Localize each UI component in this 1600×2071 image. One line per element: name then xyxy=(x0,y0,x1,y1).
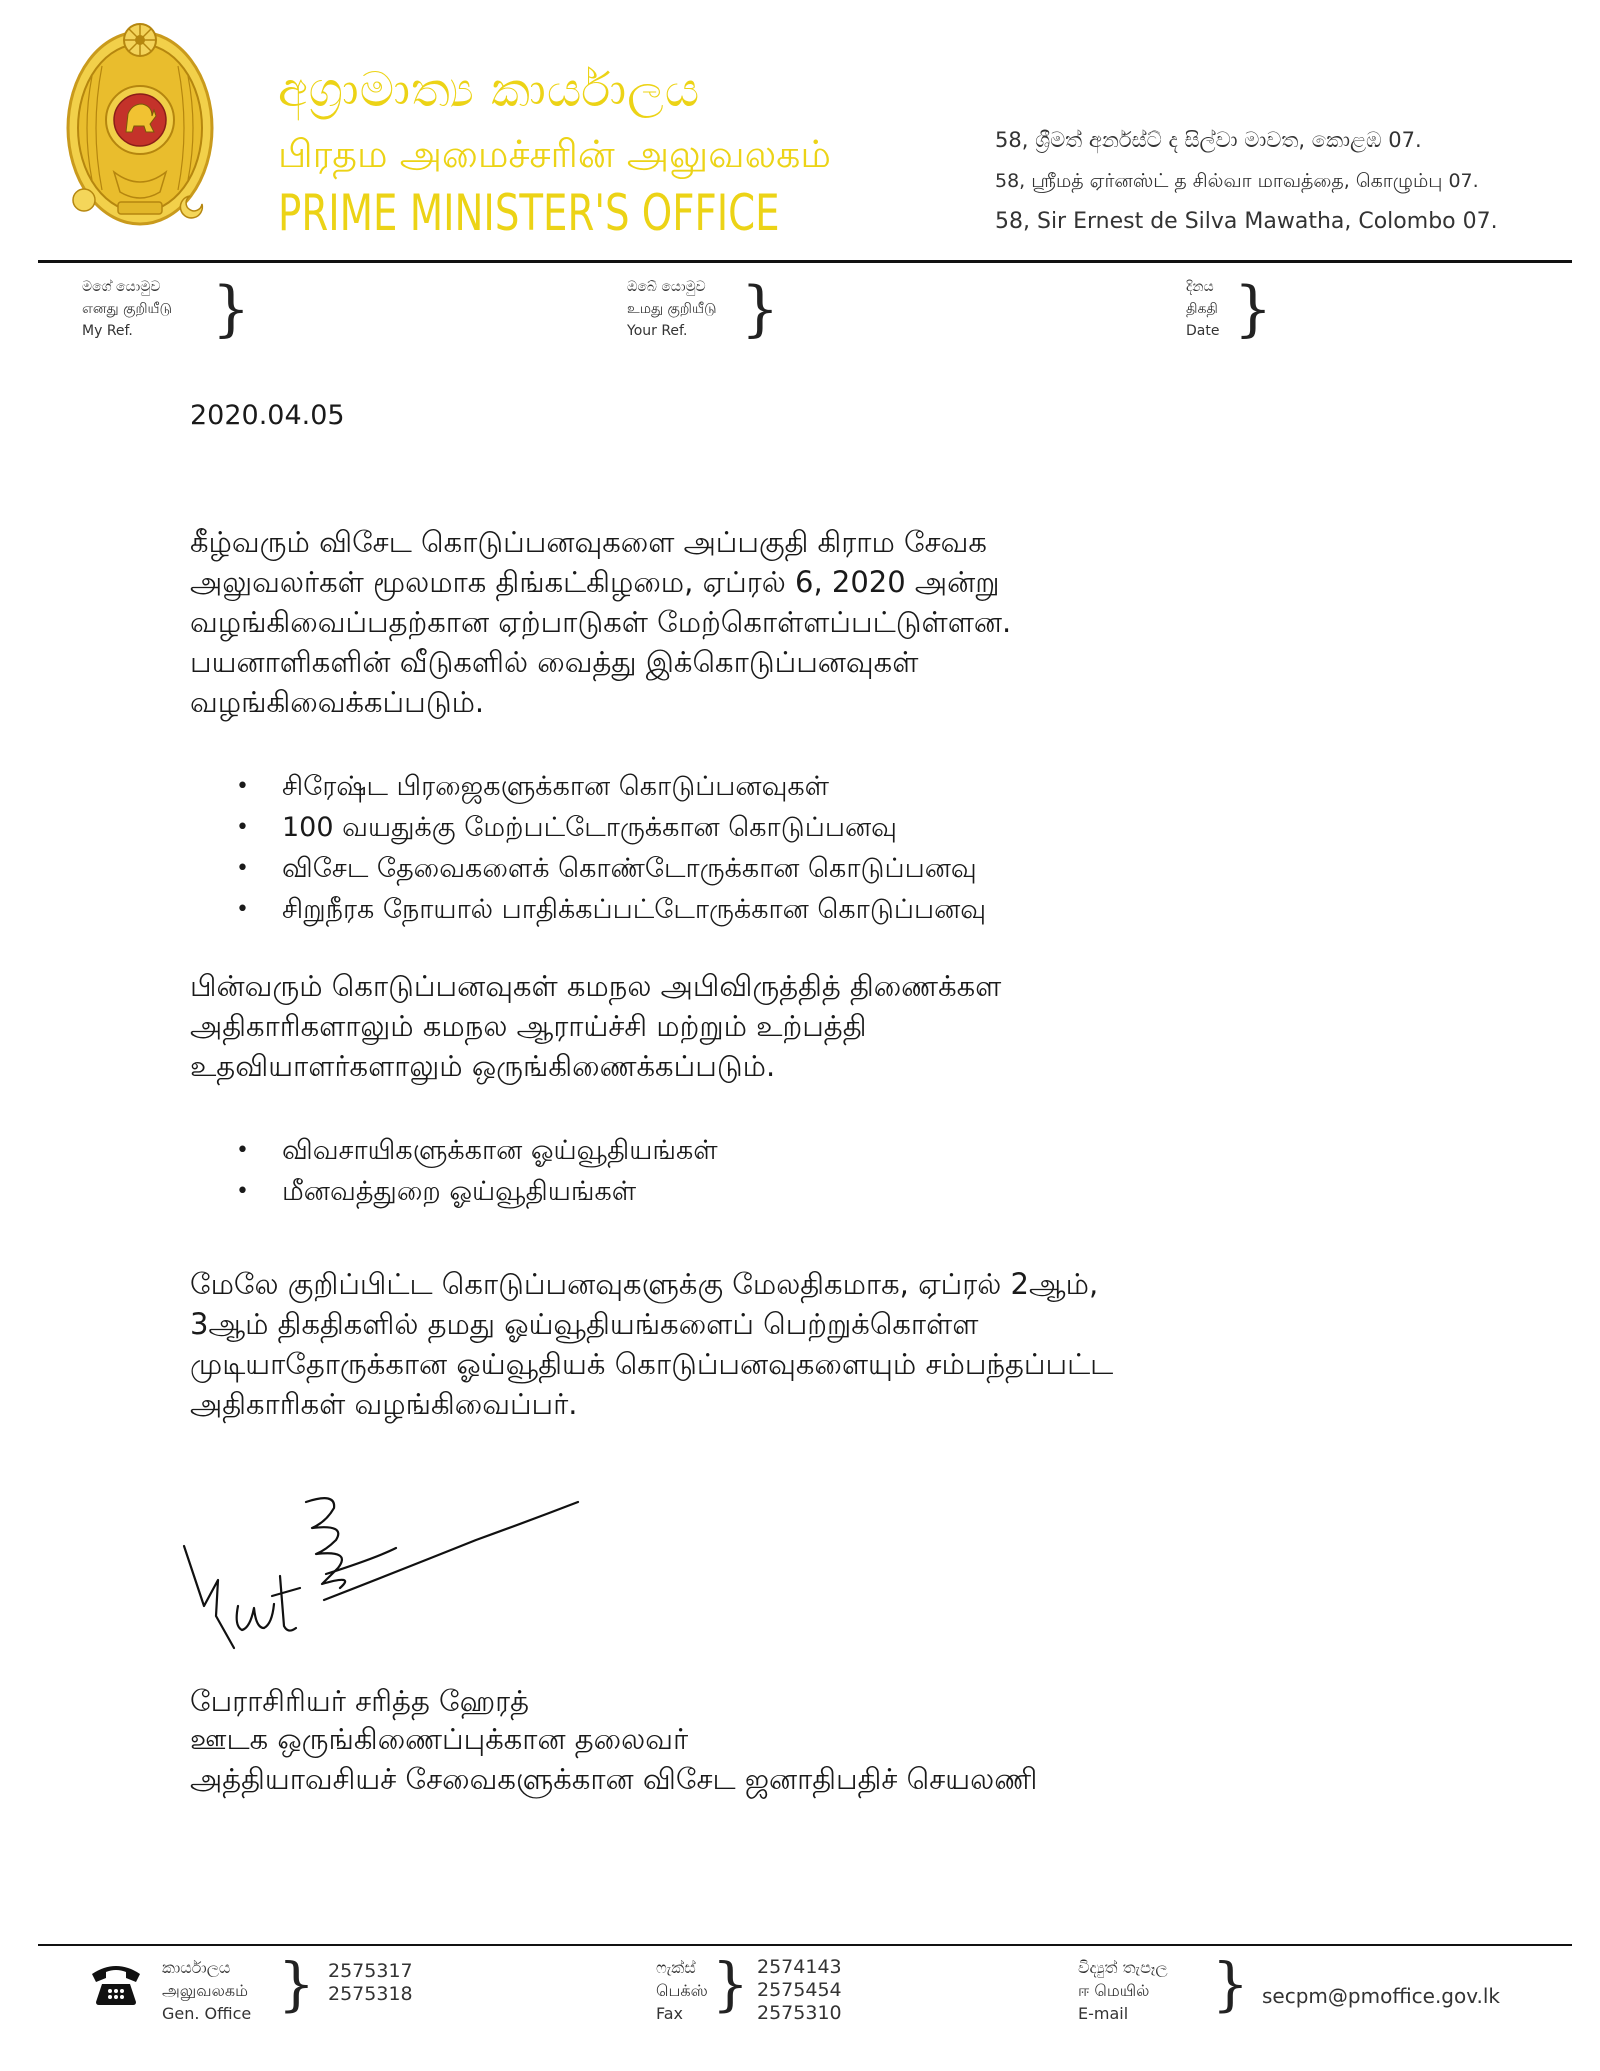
brace-icon: } xyxy=(212,274,251,344)
office-name-tamil: பிரதம அமைச்சரின் அலுவலகம் xyxy=(278,132,832,176)
paragraph-line: வழங்கிவைப்பதற்கான ஏற்பாடுகள் மேற்கொள்ளப்பட்டுள்ளன. xyxy=(190,605,1012,639)
bullet-icon: • xyxy=(236,1138,249,1163)
fax-label xyxy=(656,1956,708,2025)
paragraph-line: பின்வரும் கொடுப்பனவுகள் கமநல அபிவிருத்தித் திணைக்கள xyxy=(190,969,1002,1003)
address-english: 58, Sir Ernest de Silva Mawatha, Colombo 07. xyxy=(995,209,1498,234)
list-item-text: விவசாயிகளுக்கான ஓய்வூதியங்கள் xyxy=(282,1135,718,1166)
brace-icon: } xyxy=(278,1950,315,2018)
paragraph-line: 3ஆம் திகதிகளில் தமது ஓய்வூதியங்களைப் பெற்றுக்கொள்ள xyxy=(190,1307,979,1341)
brace-icon: } xyxy=(741,274,780,344)
label-tamil: ஈ மெயில் xyxy=(1078,1981,1150,2000)
letter-date: 2020.04.05 xyxy=(190,400,345,431)
label-english: Gen. Office xyxy=(162,2004,252,2023)
general-office-label xyxy=(162,1956,251,2025)
paragraph-line: உதவியாளர்களாலும் ஒருங்கிணைக்கப்படும். xyxy=(190,1049,776,1083)
phone-number: 2575317 xyxy=(328,1960,413,1982)
list-item-text: சிரேஷ்ட பிரஜைகளுக்கான கொடுப்பனவுகள் xyxy=(282,771,830,802)
list-item xyxy=(232,848,986,889)
list-item xyxy=(232,1171,718,1212)
my-ref-block xyxy=(82,274,251,344)
bullet-icon: • xyxy=(236,774,249,799)
label-sinhala: විද්‍යුත් තැපෑල xyxy=(1078,1958,1168,1977)
email-address[interactable]: secpm@pmoffice.gov.lk xyxy=(1262,1984,1501,2008)
address-tamil: 58, ஸ்ரீமத் ஏர்னஸ்ட் த சில்வா மாவத்தை, கொழும்பு 07. xyxy=(995,170,1479,192)
office-name-sinhala: අග්‍රාමාත්‍ය කාර්යාලය xyxy=(278,62,701,118)
paragraph-3 xyxy=(190,1264,1440,1424)
allowance-list xyxy=(232,766,986,930)
list-item xyxy=(232,889,986,930)
your-ref-label-english: Your Ref. xyxy=(627,323,688,339)
paragraph-line: முடியாதோருக்கான ஓய்வூதியக் கொடுப்பனவுகளையும் சம்பந்தப்பட்ட xyxy=(190,1347,1114,1381)
list-item-text: விசேட தேவைகளைக் கொண்டோருக்கான கொடுப்பனவு xyxy=(282,853,977,884)
list-item xyxy=(232,766,986,807)
label-tamil: பெக்ஸ் xyxy=(656,1981,708,2000)
my-ref-label-tamil: எனது குறியீடு xyxy=(82,301,172,317)
address-sinhala: 58, ශ්‍රීමත් අර්නස්ට් ද සිල්වා මාවත, කොළඹ 07. xyxy=(995,128,1422,152)
phone-number: 2575318 xyxy=(328,1983,413,2005)
office-name-english: PRIME MINISTER'S OFFICE xyxy=(278,184,780,242)
email-label xyxy=(1078,1956,1168,2025)
label-english: E-mail xyxy=(1078,2004,1129,2023)
sri-lanka-emblem-icon xyxy=(62,16,218,234)
bullet-icon: • xyxy=(236,897,249,922)
office-phone-numbers xyxy=(328,1960,413,2006)
label-sinhala: කාර්යාලය xyxy=(162,1958,231,1977)
paragraph-1 xyxy=(190,522,1440,722)
paragraph-line: அதிகாரிகளாலும் கமநல ஆராய்ச்சி மற்றும் உற்பத்தி xyxy=(190,1009,867,1043)
fax-numbers xyxy=(757,1956,842,2025)
fax-number: 2575310 xyxy=(757,2002,842,2024)
brace-icon: } xyxy=(1234,274,1273,344)
list-item-text: 100 வயதுக்கு மேற்பட்டோருக்கான கொடுப்பனவு xyxy=(282,812,897,843)
bullet-icon: • xyxy=(236,856,249,881)
paragraph-2 xyxy=(190,966,1440,1086)
label-english: Fax xyxy=(656,2004,684,2023)
signatory-department: அத்தியாவசியச் சேவைகளுக்கான விசேட ஜனாதிபதிச் செயலணி xyxy=(190,1762,1038,1796)
signatory-name: பேராசிரியர் சரித்த ஹேரத் xyxy=(190,1684,530,1718)
your-ref-label-tamil: உமது குறியீடு xyxy=(627,301,717,317)
fax-number: 2575454 xyxy=(757,1979,842,2001)
date-ref-block xyxy=(1186,274,1273,344)
list-item xyxy=(232,807,986,848)
my-ref-label-english: My Ref. xyxy=(82,323,133,339)
label-sinhala: ෆැක්ස් xyxy=(656,1958,696,1977)
date-label-tamil: திகதி xyxy=(1186,301,1218,317)
list-item xyxy=(232,1130,718,1171)
bullet-icon: • xyxy=(236,815,249,840)
paragraph-line: மேலே குறிப்பிட்ட கொடுப்பனவுகளுக்கு மேலதிகமாக, ஏப்ரல் 2ஆம், xyxy=(190,1267,1099,1301)
paragraph-line: அதிகாரிகள் வழங்கிவைப்பர். xyxy=(190,1387,578,1421)
paragraph-line: பயனாளிகளின் வீடுகளில் வைத்து இக்கொடுப்பனவுகள் xyxy=(190,645,919,679)
fax-number: 2574143 xyxy=(757,1956,842,1978)
paragraph-line: வழங்கிவைக்கப்படும். xyxy=(190,685,485,719)
your-ref-label-sinhala: ඔබේ යොමුව xyxy=(627,279,706,295)
signatory-title: ஊடக ஒருங்கிணைப்புக்கான தலைவர் xyxy=(190,1722,689,1756)
my-ref-label-sinhala: මගේ යොමුව xyxy=(82,279,161,295)
telephone-icon xyxy=(90,1960,142,2006)
header-divider xyxy=(38,260,1572,263)
pension-list xyxy=(232,1130,718,1212)
brace-icon: } xyxy=(1212,1950,1249,2018)
label-tamil: அலுவலகம் xyxy=(162,1981,248,2000)
date-label-english: Date xyxy=(1186,323,1220,339)
list-item-text: சிறுநீரக நோயால் பாதிக்கப்பட்டோருக்கான கொடுப்பனவு xyxy=(282,894,987,925)
handwritten-signature xyxy=(176,1488,586,1666)
paragraph-line: கீழ்வரும் விசேட கொடுப்பனவுகளை அப்பகுதி கிராம சேவக xyxy=(190,525,987,559)
brace-icon: } xyxy=(712,1950,749,2018)
date-label-sinhala: දිනය xyxy=(1186,279,1214,295)
paragraph-line: அலுவலர்கள் மூலமாக திங்கட்கிழமை, ஏப்ரல் 6, 2020 அன்று xyxy=(190,565,1000,599)
your-ref-block xyxy=(627,274,780,344)
bullet-icon: • xyxy=(236,1179,249,1204)
list-item-text: மீனவத்துறை ஓய்வூதியங்கள் xyxy=(282,1176,637,1207)
footer-divider xyxy=(38,1944,1572,1946)
